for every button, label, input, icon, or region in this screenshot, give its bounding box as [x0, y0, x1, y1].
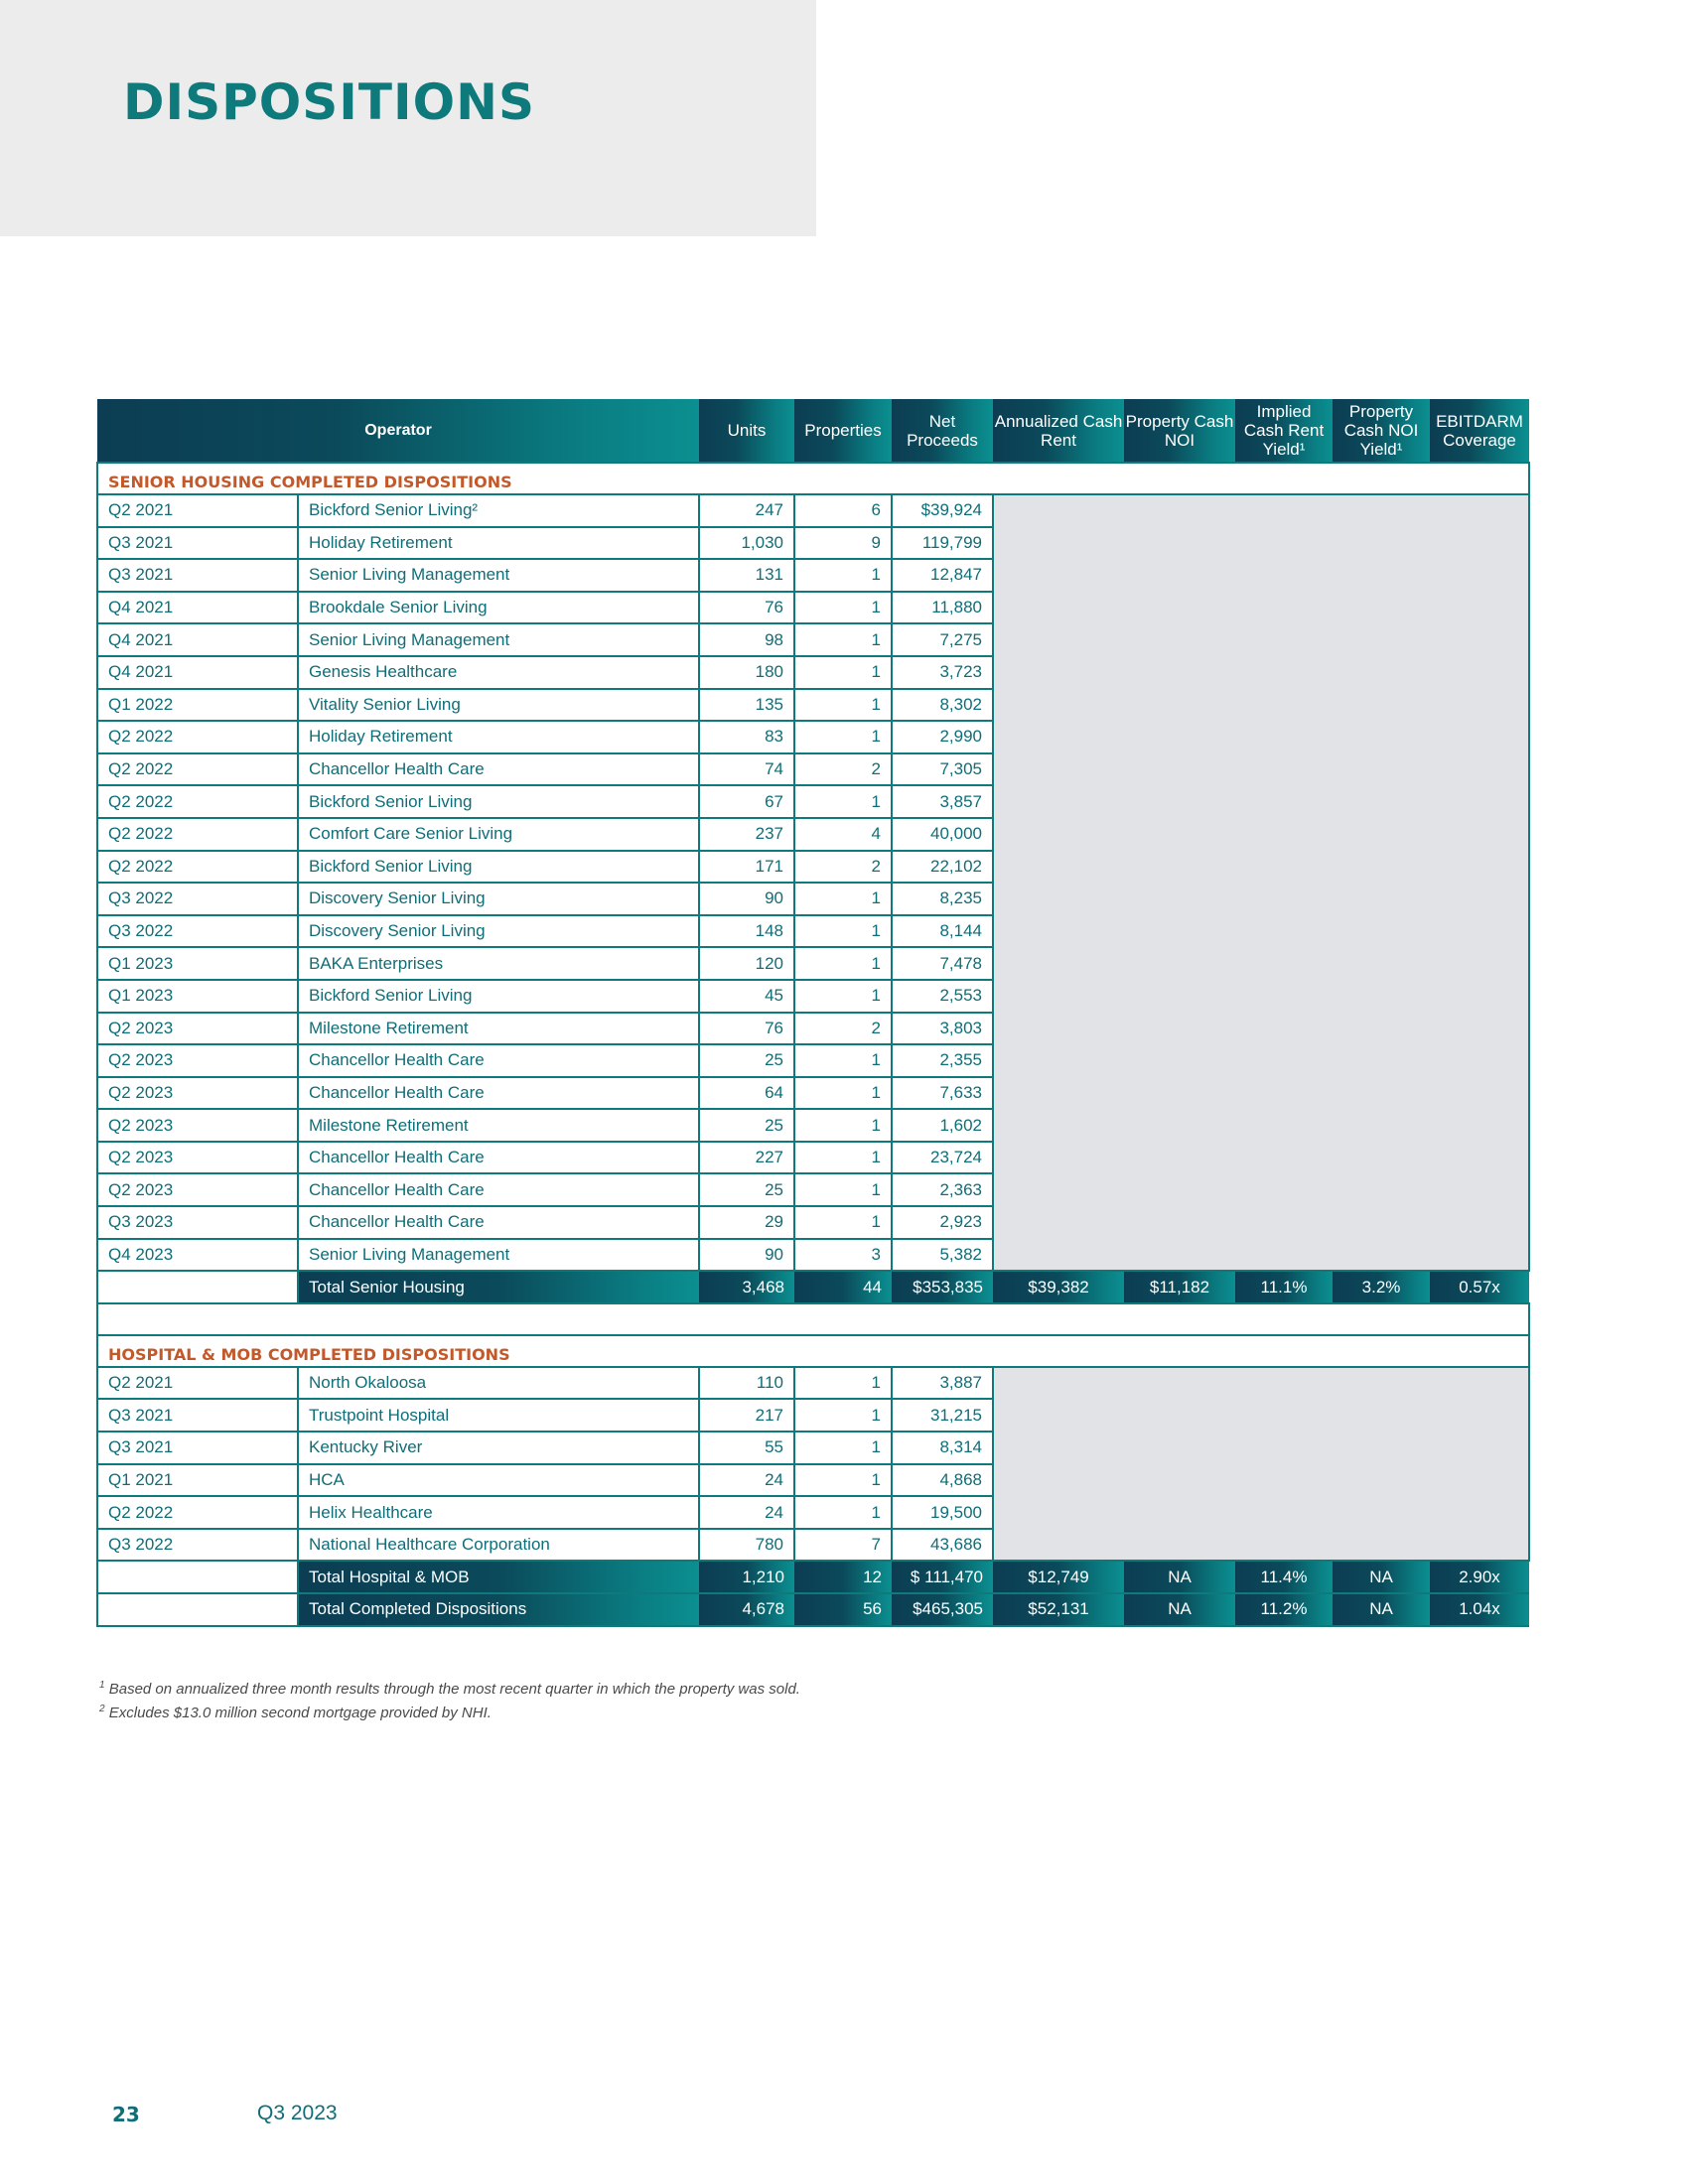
properties-cell: 1 — [794, 1142, 892, 1174]
net-proceeds-cell: 3,723 — [892, 656, 993, 689]
units-cell: 227 — [699, 1142, 794, 1174]
operator-cell: Genesis Healthcare — [298, 656, 699, 689]
net-proceeds-cell: 8,235 — [892, 883, 993, 915]
header-operator: Operator — [97, 399, 699, 463]
quarter-cell: Q4 2021 — [97, 656, 298, 689]
footnotes — [99, 1676, 800, 1723]
operator-cell: Senior Living Management — [298, 559, 699, 592]
properties-cell: 1 — [794, 947, 892, 980]
quarter-cell: Q4 2023 — [97, 1239, 298, 1272]
operator-cell: Bickford Senior Living² — [298, 494, 699, 527]
total-annualized-cash-rent: $52,131 — [993, 1593, 1124, 1626]
page-number: 23 — [112, 2103, 140, 2126]
operator-cell: Chancellor Health Care — [298, 753, 699, 786]
units-cell: 217 — [699, 1399, 794, 1432]
quarter-cell: Q3 2022 — [97, 1529, 298, 1562]
operator-cell: Chancellor Health Care — [298, 1173, 699, 1206]
total-blank-cell — [97, 1561, 298, 1593]
operator-cell: Senior Living Management — [298, 623, 699, 656]
properties-cell: 1 — [794, 1399, 892, 1432]
net-proceeds-cell: 23,724 — [892, 1142, 993, 1174]
total-net-proceeds: $ 111,470 — [892, 1561, 993, 1593]
section-senior-housing — [97, 463, 1529, 494]
units-cell: 25 — [699, 1109, 794, 1142]
operator-cell: Holiday Retirement — [298, 721, 699, 753]
total-annualized-cash-rent: $12,749 — [993, 1561, 1124, 1593]
net-proceeds-cell: 19,500 — [892, 1496, 993, 1529]
properties-cell: 1 — [794, 785, 892, 818]
net-proceeds-cell: 4,868 — [892, 1464, 993, 1497]
properties-cell: 6 — [794, 494, 892, 527]
net-proceeds-cell: 40,000 — [892, 818, 993, 851]
units-cell: 83 — [699, 721, 794, 753]
net-proceeds-cell: 2,363 — [892, 1173, 993, 1206]
quarter-cell: Q2 2021 — [97, 494, 298, 527]
units-cell: 67 — [699, 785, 794, 818]
header-property-cash-noi-yield: Property Cash NOI Yield¹ — [1333, 399, 1430, 463]
header-properties: Properties — [794, 399, 892, 463]
quarter-cell: Q1 2022 — [97, 689, 298, 722]
not-applicable-area — [993, 494, 1529, 1271]
operator-cell: Kentucky River — [298, 1432, 699, 1464]
properties-cell: 1 — [794, 623, 892, 656]
units-cell: 29 — [699, 1206, 794, 1239]
properties-cell: 1 — [794, 721, 892, 753]
units-cell: 74 — [699, 753, 794, 786]
page-title: DISPOSITIONS — [123, 73, 535, 131]
total-units: 3,468 — [699, 1271, 794, 1303]
units-cell: 98 — [699, 623, 794, 656]
units-cell: 24 — [699, 1496, 794, 1529]
units-cell: 1,030 — [699, 527, 794, 560]
net-proceeds-cell: 22,102 — [892, 851, 993, 884]
total-blank-cell — [97, 1593, 298, 1626]
properties-cell: 1 — [794, 1173, 892, 1206]
quarter-cell: Q4 2021 — [97, 623, 298, 656]
net-proceeds-cell: 8,144 — [892, 915, 993, 948]
units-cell: 25 — [699, 1044, 794, 1077]
table-row — [97, 1367, 1529, 1400]
operator-cell: Trustpoint Hospital — [298, 1399, 699, 1432]
net-proceeds-cell: 31,215 — [892, 1399, 993, 1432]
footnote-1: $^1$ Based on annualized three month results through the most recent quarter in which the property was sold. — [99, 1680, 800, 1698]
header-ebitdarm-coverage: EBITDARM Coverage — [1430, 399, 1529, 463]
net-proceeds-cell: 43,686 — [892, 1529, 993, 1562]
properties-cell: 2 — [794, 753, 892, 786]
units-cell: 25 — [699, 1173, 794, 1206]
net-proceeds-cell: 7,633 — [892, 1077, 993, 1110]
quarter-cell: Q3 2021 — [97, 1432, 298, 1464]
section-label: HOSPITAL & MOB COMPLETED DISPOSITIONS — [97, 1335, 1529, 1367]
total-property-cash-noi-yield: NA — [1333, 1593, 1430, 1626]
total-property-cash-noi: NA — [1124, 1561, 1235, 1593]
total-properties: 56 — [794, 1593, 892, 1626]
operator-cell: Senior Living Management — [298, 1239, 699, 1272]
operator-cell: Chancellor Health Care — [298, 1142, 699, 1174]
quarter-cell: Q2 2023 — [97, 1142, 298, 1174]
total-senior-housing-row — [97, 1271, 1529, 1303]
header-net-proceeds: Net Proceeds — [892, 399, 993, 463]
quarter-cell: Q2 2022 — [97, 753, 298, 786]
operator-cell: Bickford Senior Living — [298, 785, 699, 818]
header-implied-cash-rent-yield: Implied Cash Rent Yield¹ — [1235, 399, 1333, 463]
units-cell: 247 — [699, 494, 794, 527]
net-proceeds-cell: 3,887 — [892, 1367, 993, 1400]
net-proceeds-cell: 3,857 — [892, 785, 993, 818]
operator-cell: Vitality Senior Living — [298, 689, 699, 722]
dispositions-table — [96, 399, 1530, 1627]
properties-cell: 1 — [794, 1206, 892, 1239]
quarter-cell: Q1 2021 — [97, 1464, 298, 1497]
spacer-cell — [97, 1303, 1529, 1335]
net-proceeds-cell: 1,602 — [892, 1109, 993, 1142]
total-net-proceeds: $465,305 — [892, 1593, 993, 1626]
properties-cell: 1 — [794, 559, 892, 592]
operator-cell: Helix Healthcare — [298, 1496, 699, 1529]
total-label: Total Senior Housing — [298, 1271, 699, 1303]
section-label: SENIOR HOUSING COMPLETED DISPOSITIONS — [97, 463, 1529, 494]
operator-cell: Chancellor Health Care — [298, 1206, 699, 1239]
net-proceeds-cell: 2,553 — [892, 980, 993, 1013]
header-property-cash-noi: Property Cash NOI — [1124, 399, 1235, 463]
net-proceeds-cell: 8,314 — [892, 1432, 993, 1464]
total-ebitdarm-coverage: 0.57x — [1430, 1271, 1529, 1303]
properties-cell: 3 — [794, 1239, 892, 1272]
net-proceeds-cell: 8,302 — [892, 689, 993, 722]
properties-cell: 1 — [794, 1367, 892, 1400]
properties-cell: 7 — [794, 1529, 892, 1562]
total-property-cash-noi-yield: NA — [1333, 1561, 1430, 1593]
properties-cell: 1 — [794, 1496, 892, 1529]
units-cell: 148 — [699, 915, 794, 948]
quarter-cell: Q2 2021 — [97, 1367, 298, 1400]
operator-cell: Bickford Senior Living — [298, 980, 699, 1013]
quarter-cell: Q2 2023 — [97, 1044, 298, 1077]
total-completed-dispositions-row — [97, 1593, 1529, 1626]
net-proceeds-cell: 7,305 — [892, 753, 993, 786]
total-units: 4,678 — [699, 1593, 794, 1626]
section-hospital-mob — [97, 1335, 1529, 1367]
quarter-cell: Q2 2023 — [97, 1077, 298, 1110]
operator-cell: Bickford Senior Living — [298, 851, 699, 884]
total-implied-cash-rent-yield: 11.1% — [1235, 1271, 1333, 1303]
operator-cell: Chancellor Health Care — [298, 1077, 699, 1110]
units-cell: 64 — [699, 1077, 794, 1110]
table-row — [97, 494, 1529, 527]
total-blank-cell — [97, 1271, 298, 1303]
units-cell: 131 — [699, 559, 794, 592]
properties-cell: 1 — [794, 1109, 892, 1142]
quarter-cell: Q3 2022 — [97, 915, 298, 948]
units-cell: 120 — [699, 947, 794, 980]
units-cell: 237 — [699, 818, 794, 851]
total-property-cash-noi-yield: 3.2% — [1333, 1271, 1430, 1303]
quarter-cell: Q3 2021 — [97, 1399, 298, 1432]
properties-cell: 1 — [794, 592, 892, 624]
quarter-cell: Q3 2021 — [97, 559, 298, 592]
properties-cell: 1 — [794, 689, 892, 722]
net-proceeds-cell: 2,355 — [892, 1044, 993, 1077]
operator-cell: HCA — [298, 1464, 699, 1497]
properties-cell: 1 — [794, 1077, 892, 1110]
properties-cell: 1 — [794, 656, 892, 689]
units-cell: 76 — [699, 1013, 794, 1045]
properties-cell: 2 — [794, 851, 892, 884]
total-annualized-cash-rent: $39,382 — [993, 1271, 1124, 1303]
total-ebitdarm-coverage: 1.04x — [1430, 1593, 1529, 1626]
quarter-cell: Q2 2022 — [97, 785, 298, 818]
quarter-cell: Q3 2021 — [97, 527, 298, 560]
total-property-cash-noi: $11,182 — [1124, 1271, 1235, 1303]
properties-cell: 9 — [794, 527, 892, 560]
quarter-cell: Q2 2022 — [97, 851, 298, 884]
net-proceeds-cell: 119,799 — [892, 527, 993, 560]
properties-cell: 1 — [794, 1464, 892, 1497]
total-properties: 12 — [794, 1561, 892, 1593]
operator-cell: National Healthcare Corporation — [298, 1529, 699, 1562]
table-header-row — [97, 399, 1529, 463]
header-annualized-cash-rent: Annualized Cash Rent — [993, 399, 1124, 463]
net-proceeds-cell: 7,478 — [892, 947, 993, 980]
quarter-cell: Q2 2022 — [97, 721, 298, 753]
operator-cell: Chancellor Health Care — [298, 1044, 699, 1077]
net-proceeds-cell: 7,275 — [892, 623, 993, 656]
properties-cell: 1 — [794, 915, 892, 948]
operator-cell: Milestone Retirement — [298, 1013, 699, 1045]
total-hospital-mob-row — [97, 1561, 1529, 1593]
units-cell: 90 — [699, 1239, 794, 1272]
quarter-cell: Q2 2023 — [97, 1109, 298, 1142]
quarter-cell: Q1 2023 — [97, 980, 298, 1013]
net-proceeds-cell: 11,880 — [892, 592, 993, 624]
total-label: Total Hospital & MOB — [298, 1561, 699, 1593]
total-implied-cash-rent-yield: 11.2% — [1235, 1593, 1333, 1626]
operator-cell: Discovery Senior Living — [298, 915, 699, 948]
properties-cell: 4 — [794, 818, 892, 851]
total-label: Total Completed Dispositions — [298, 1593, 699, 1626]
properties-cell: 2 — [794, 1013, 892, 1045]
footnote-2: $^2$ Excludes $13.0 million second mortgage provided by NHI. — [99, 1704, 492, 1721]
total-net-proceeds: $353,835 — [892, 1271, 993, 1303]
operator-cell: BAKA Enterprises — [298, 947, 699, 980]
units-cell: 55 — [699, 1432, 794, 1464]
net-proceeds-cell: 12,847 — [892, 559, 993, 592]
properties-cell: 1 — [794, 1044, 892, 1077]
quarter-cell: Q3 2022 — [97, 883, 298, 915]
operator-cell: Discovery Senior Living — [298, 883, 699, 915]
total-ebitdarm-coverage: 2.90x — [1430, 1561, 1529, 1593]
units-cell: 24 — [699, 1464, 794, 1497]
spacer-row — [97, 1303, 1529, 1335]
units-cell: 171 — [699, 851, 794, 884]
quarter-label: Q3 2023 — [257, 2102, 338, 2124]
units-cell: 76 — [699, 592, 794, 624]
properties-cell: 1 — [794, 1432, 892, 1464]
net-proceeds-cell: 2,990 — [892, 721, 993, 753]
operator-cell: Holiday Retirement — [298, 527, 699, 560]
header-units: Units — [699, 399, 794, 463]
operator-cell: Milestone Retirement — [298, 1109, 699, 1142]
properties-cell: 1 — [794, 980, 892, 1013]
net-proceeds-cell: 5,382 — [892, 1239, 993, 1272]
units-cell: 135 — [699, 689, 794, 722]
units-cell: 45 — [699, 980, 794, 1013]
quarter-cell: Q2 2022 — [97, 1496, 298, 1529]
quarter-cell: Q4 2021 — [97, 592, 298, 624]
units-cell: 110 — [699, 1367, 794, 1400]
units-cell: 780 — [699, 1529, 794, 1562]
total-units: 1,210 — [699, 1561, 794, 1593]
total-properties: 44 — [794, 1271, 892, 1303]
properties-cell: 1 — [794, 883, 892, 915]
net-proceeds-cell: 2,923 — [892, 1206, 993, 1239]
operator-cell: Comfort Care Senior Living — [298, 818, 699, 851]
quarter-cell: Q3 2023 — [97, 1206, 298, 1239]
operator-cell: North Okaloosa — [298, 1367, 699, 1400]
total-implied-cash-rent-yield: 11.4% — [1235, 1561, 1333, 1593]
quarter-cell: Q2 2023 — [97, 1013, 298, 1045]
units-cell: 180 — [699, 656, 794, 689]
not-applicable-area — [993, 1367, 1529, 1562]
quarter-cell: Q1 2023 — [97, 947, 298, 980]
net-proceeds-cell: 3,803 — [892, 1013, 993, 1045]
total-property-cash-noi: NA — [1124, 1593, 1235, 1626]
quarter-cell: Q2 2022 — [97, 818, 298, 851]
operator-cell: Brookdale Senior Living — [298, 592, 699, 624]
units-cell: 90 — [699, 883, 794, 915]
quarter-cell: Q2 2023 — [97, 1173, 298, 1206]
net-proceeds-cell: $39,924 — [892, 494, 993, 527]
